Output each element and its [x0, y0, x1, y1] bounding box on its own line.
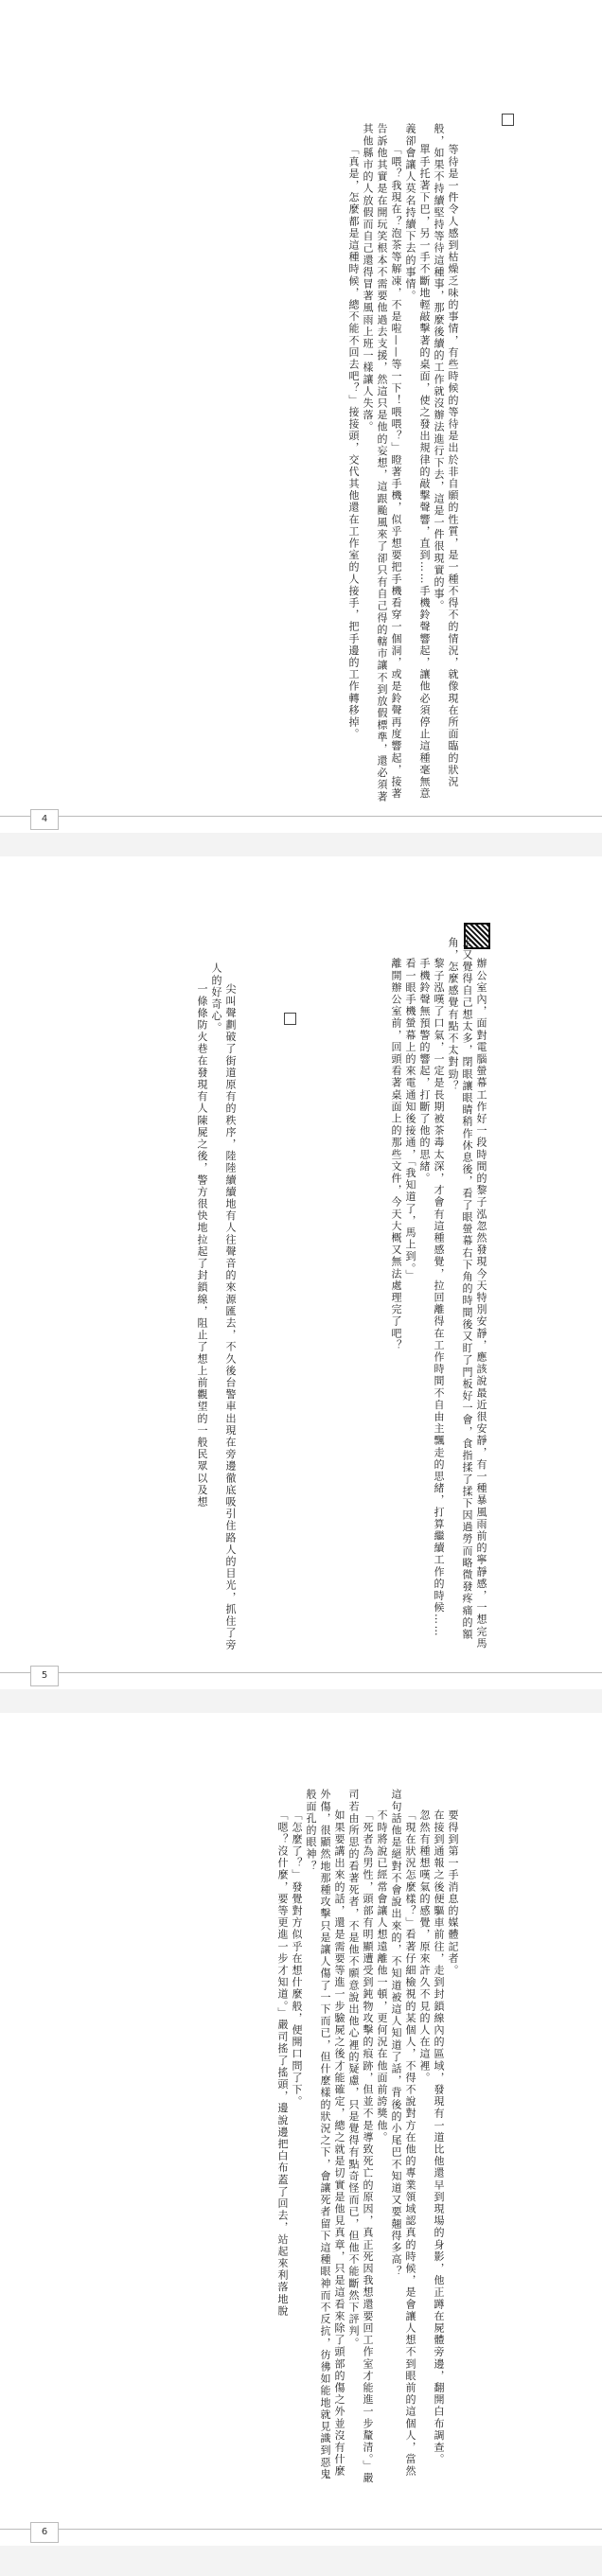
document-page-4: [0, 0, 602, 833]
page-number: 5: [30, 1666, 59, 1686]
paragraph: 離開辦公室前，回頭看著桌面上的那些文件，今天大概又無法處理完了吧？: [390, 958, 402, 1351]
page-number: 4: [30, 809, 59, 830]
page-number: 6: [30, 2522, 59, 2543]
paragraph: 看一眼手機螢幕上的來電通知後接通，「我知道了，馬上到。」: [404, 958, 416, 1281]
document-page-6: [0, 1713, 602, 2546]
paragraph: 忽然有種想嘆氣的感覺，原來許久不見的人在這裡。: [418, 1809, 431, 2084]
page-4-body: [176, 123, 460, 804]
footer-divider: [0, 2529, 602, 2530]
page-5-body-section-2: [157, 962, 238, 1653]
paragraph: 單手托著下巴，另一手不斷地輕敲擊著的桌面，使之發出規律的敲擊聲響，直到……手機鈴聲響起，讓他必須停止這種毫無意義卻會讓人莫名持續下去的事情。: [404, 123, 431, 800]
paragraph: 一條條防火巷在發現有人陳屍之後，警方很快地拉起了封鎖線，阻止了想上前觀望的一般民眾以及想: [196, 983, 208, 1509]
footer-divider: [0, 816, 602, 817]
paragraph: 在接到通報之後便驅車前往，走到封鎖線內的區域，發現有一道比他還早到現場的身影，他正蹲在屍體旁邊，翻開白布調查。: [433, 1809, 445, 2465]
page-5-body-section-1: [257, 937, 488, 1656]
paragraph: 要得到第一手消息的媒體記者。: [447, 1809, 459, 1977]
page-checkbox[interactable]: [502, 114, 514, 126]
paragraph: 黎子泓嘆了口氣，一定是長期被茶毒太深，才會有這種感覺，拉回離得在工作時間不自由主飄走的思緒，打算繼續工作的時候……: [433, 958, 445, 1638]
paragraph: 「嗯？沒什麼，要等更進一步才知道。」嚴司搖了搖頭，邊說邊把白布蓋了回去，站起來利落地脫: [276, 1809, 289, 2318]
document-page-5: [0, 856, 602, 1689]
page-footer: [0, 1663, 602, 1689]
page-footer: [0, 806, 602, 833]
paragraph: 手機鈴聲無預警的響起，打斷了他的思緒。: [418, 958, 431, 1185]
paragraph: 尖叫聲劃破了街道原有的秩序，陸陸續續地有人往聲音的來源匯去，不久後台警車出現在旁邊徹底吸引住路人的目光，抓住了旁人的好奇心。: [210, 962, 237, 1651]
footer-divider: [0, 1672, 602, 1673]
paragraph: 等待是一件令人感到枯燥乏味的事情，有些時候的等待是出於非自願的性質，是一種不得不的情況，就像現在所面臨的狀況般，如果不持續堅持等待這種事，那麼後續的工作就沒辦法進行下去，這是一件很現實的事。: [433, 123, 459, 788]
paragraph: 「現在狀況怎麼樣？」看著仔細檢視的某個人，不得不說對方在他的專業領域認真的時候，是會讓人想不到眼前的這個人，當然這句話他是絕對不會說出來的，不知道被這人知道了話，背後的小尾巴不知道又要翹得多高？: [390, 1789, 416, 2478]
paragraph: 「喂？我現在？泡茶等解凍，不是啦——等一下！喂喂？」瞪著手機，似乎想要把手機看穿一個洞，或是鈴聲再度響起，接著告訴他其實是在開玩笑根本不需要他過去支援，然這只是他的妄想，這跟颱風來了卻只有自己得的轄市讓不到放假標準，還必須著其他縣市的人放假而自己還得冒著風雨上班一樣讓人失落。: [362, 123, 402, 803]
page-checkbox[interactable]: [284, 1013, 296, 1025]
paragraph: 如果要講出來的話，還是需要等進一步驗屍之後才能確定，總之就是切實是他見真章，只是這看來除了頭部的傷之外並沒有什麼外傷，很顯然地那種攻擊只是讓人傷了一下而已，但什麼樣的狀況之下，會讓死者留下這種眼神而不反抗，彷彿如能地就見識到惡鬼般面孔的眼神？: [305, 1789, 345, 2480]
paragraph: 不時將說已經常會讓人想遠離他一頓，更何況在他面前誇獎他。: [376, 1809, 388, 2144]
page-6-body: [186, 1789, 460, 2489]
paragraph: 「怎麼了？」發覺對方似乎在想什麼般，便開口問了下。: [291, 1809, 303, 2108]
page-footer: [0, 2519, 602, 2546]
paragraph: 「真是，怎麼都是這種時候，總不能不回去吧？」接接頭，交代其他還在工作室的人接手，把手邊的工作轉移掉。: [347, 144, 360, 740]
paragraph: 「死者為男性，頭部有明顯遭受到鈍物攻擊的痕跡，但並不是導致死亡的原因，真正死因我想還要回工作室才能進一步釐清。」嚴司若由所思的看著死者，不是他不願意說出他心裡的疑慮，只是覺得有點奇怪而已，但他不能斷然下評判。: [347, 1789, 374, 2484]
paragraph: 辦公室內，面對電腦螢幕工作好一段時間的黎子泓忽然發現今天特別安靜，應該說最近很安靜，有一種暴風雨前的寧靜感，一想完馬上又覺得自己想太多，閉眼讓眼睛稍作休息後，看了眼螢幕右下角的時間後又盯了門板好一會，食指揉了揉下因過勞而略微發疼痛的額角，怎麼感覺有點不太對勁？: [447, 937, 487, 1650]
